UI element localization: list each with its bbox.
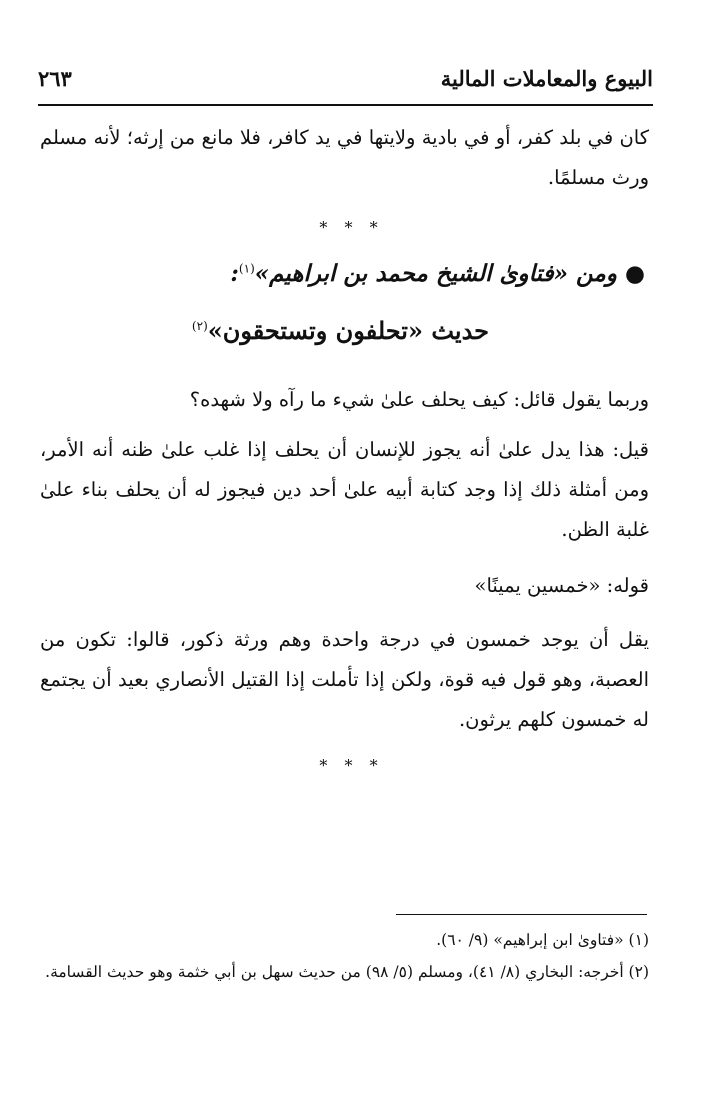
footnote-ref-2: (٢) — [191, 319, 208, 333]
paragraph-question: وربما يقول قائل: كيف يحلف علىٰ شيء ما رآه ولا شهده؟ — [189, 388, 649, 411]
paragraph-fifty-oaths: يقل أن يوجد خمسون في درجة واحدة وهم ورثة ذكور، قالوا: تكون من العصبة، وهو قول فيه قوة، ولكن إذا تأملت إذا القتيل الأنصاري بعيد أن يجتمع له خمسون كلهم يرثون. — [40, 628, 649, 731]
footnote-rule — [396, 914, 647, 915]
page-header — [38, 60, 653, 96]
section-heading-colon: : — [230, 260, 239, 287]
header-rule — [38, 104, 653, 106]
running-title: البيوع والمعاملات المالية — [440, 66, 653, 91]
paragraph-inheritance: كان في بلد كفر، أو في بادية ولايتها في يد كافر، فلا مانع من إرثه؛ لأنه مسلم ورث مسلمًا. — [40, 126, 649, 189]
page-number: ٢٦٣ — [38, 66, 72, 91]
hadith-title-text: حديث «تحلفون وتستحقون» — [207, 316, 489, 345]
section-separator: * * * — [319, 218, 384, 237]
section-separator-2: * * * — [319, 756, 384, 775]
hadith-title — [192, 316, 489, 345]
section-heading — [40, 260, 645, 287]
footnote-1: (١) «فتاوىٰ ابن إبراهيم» (٩/ ٦٠). — [436, 931, 649, 949]
paragraph-answer: قيل: هذا يدل علىٰ أنه يجوز للإنسان أن يحلف إذا غلب علىٰ ظنه أنه الأمر، ومن أمثلة ذلك إذا وجد كتابة أبيه علىٰ أحد دين فيجوز له أن يحلف بناء علىٰ غلبة الظن. — [40, 438, 649, 541]
section-heading-text: ومن «فتاوىٰ الشيخ محمد بن ابراهيم» — [254, 260, 617, 287]
footnote-ref-1: (١) — [238, 261, 255, 276]
paragraph-quote: قوله: «خمسين يمينًا» — [474, 574, 649, 597]
bullet-icon: ● — [624, 260, 645, 287]
footnote-2: (٢) أخرجه: البخاري (٨/ ٤١)، ومسلم (٥/ ٩٨) من حديث سهل بن أبي خثمة وهو حديث القسامة. — [45, 963, 649, 981]
